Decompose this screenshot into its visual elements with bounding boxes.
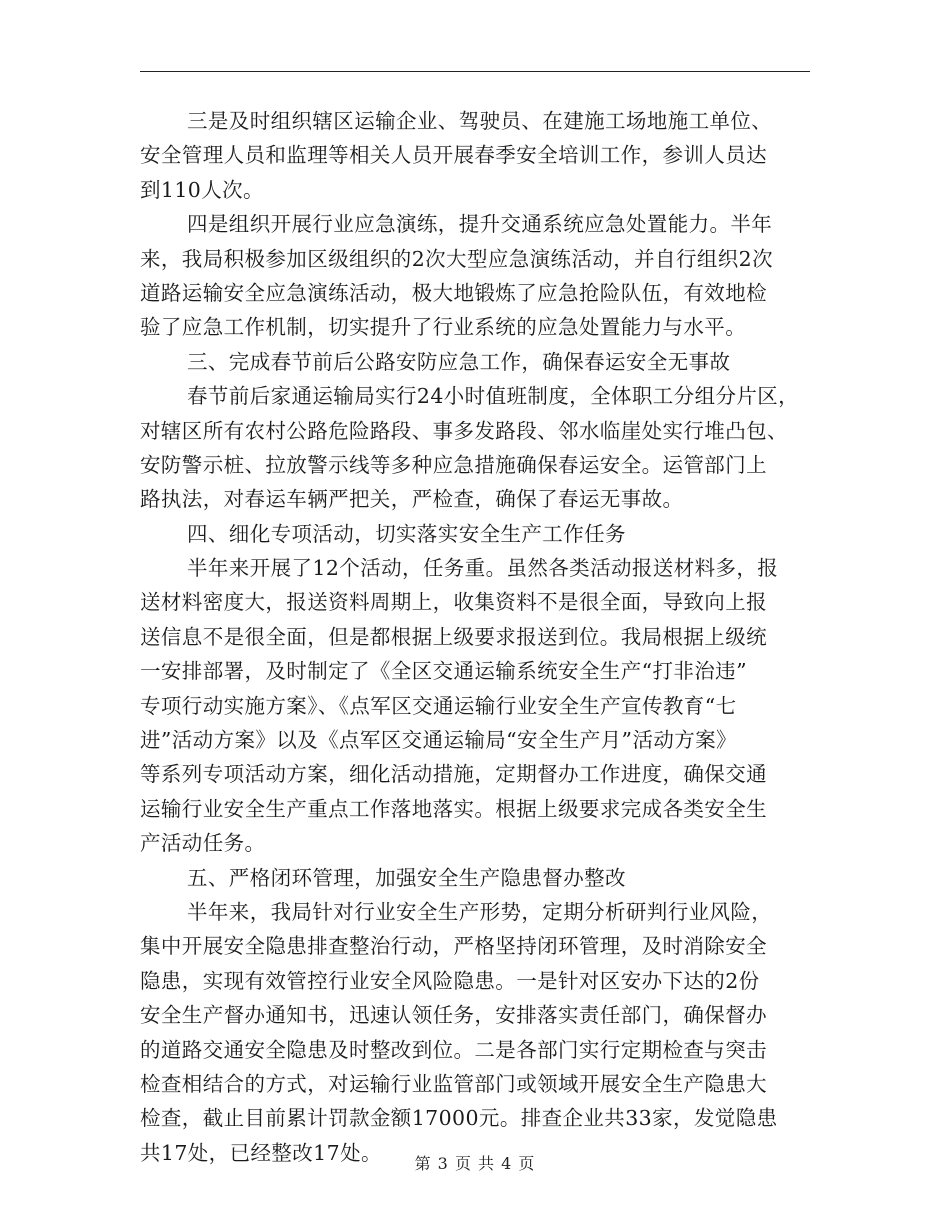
document-line: 道路运输安全应急演练活动，极大地锻炼了应急抢险队伍，有效地检: [140, 280, 767, 305]
document-line: 半年来开展了12个活动，任务重。虽然各类活动报送材料多，报: [187, 556, 779, 581]
document-line: 三、完成春节前后公路安防应急工作，确保春运安全无事故: [187, 349, 731, 374]
document-line: 运输行业安全生产重点工作落地落实。根据上级要求完成各类安全生: [140, 796, 767, 821]
document-line: 隐患，实现有效管控行业安全风险隐患。一是针对区安办下达的2份: [140, 968, 760, 993]
document-line: 春节前后家通运输局实行24小时值班制度，全体职工分组分片区，: [187, 384, 800, 409]
document-line: 安全管理人员和监理等相关人员开展春季安全培训工作，参训人员达: [140, 143, 767, 168]
document-line: 产活动任务。: [140, 831, 266, 856]
document-line: 安防警示桩、拉放警示线等多种应急措施确保春运安全。运管部门上: [140, 452, 767, 477]
document-line: 验了应急工作机制，切实提升了行业系统的应急处置能力与水平。: [140, 315, 747, 340]
document-line: 路执法，对春运车辆严把关，严检查，确保了春运无事故。: [140, 487, 684, 512]
document-line: 集中开展安全隐患排查整治行动，严格坚持闭环管理，及时消除安全: [140, 934, 767, 959]
document-line: 来，我局积极参加区级组织的2次大型应急演练活动，并自行组织2次: [140, 246, 773, 271]
document-line: 安全生产督办通知书，迅速认领任务，安排落实责任部门，确保督办: [140, 1003, 767, 1028]
document-line: 等系列专项活动方案，细化活动措施，定期督办工作进度，确保交通: [140, 762, 767, 787]
document-line: 检查，截止目前累计罚款金额17000元。排查企业共33家，发觉隐患: [140, 1106, 778, 1131]
document-line: 到110人次。: [140, 177, 264, 202]
document-line: 五、严格闭环管理，加强安全生产隐患督办整改: [187, 865, 626, 890]
document-line: 一安排部署，及时制定了《全区交通运输系统安全生产“打非治违”: [140, 659, 747, 684]
document-line: 共17处，已经整改17处。: [140, 1140, 382, 1165]
document-line: 送材料密度大，报送资料周期上，收集资料不是很全面，导致向上报: [140, 590, 767, 615]
document-line: 四、细化专项活动，切实落实安全生产工作任务: [187, 521, 626, 546]
document-line: 半年来，我局针对行业安全生产形势，定期分析研判行业风险，: [187, 899, 773, 924]
document-line: 对辖区所有农村公路危险路段、事多发路段、邻水临崖处实行堆凸包、: [140, 418, 788, 443]
document-line: 四是组织开展行业应急演练，提升交通系统应急处置能力。半年: [187, 212, 773, 237]
document-line: 的道路交通安全隐患及时整改到位。二是各部门实行定期检查与突击: [140, 1037, 767, 1062]
document-line: 专项行动实施方案》、《点军区交通运输行业安全生产宣传教育“七: [140, 693, 737, 718]
document-line: 进”活动方案》以及《点军区交通运输局“安全生产月”活动方案》: [140, 728, 737, 753]
page-footer: 第 3 页 共 4 页: [414, 1154, 536, 1173]
document-body: [140, 104, 816, 1170]
document-line: 送信息不是很全面，但是都根据上级要求报送到位。我局根据上级统: [140, 624, 767, 649]
document-line: 检查相结合的方式，对运输行业监管部门或领域开展安全生产隐患大: [140, 1071, 767, 1096]
document-line: 三是及时组织辖区运输企业、驾驶员、在建施工场地施工单位、: [187, 109, 773, 133]
header-rule: [140, 71, 810, 72]
